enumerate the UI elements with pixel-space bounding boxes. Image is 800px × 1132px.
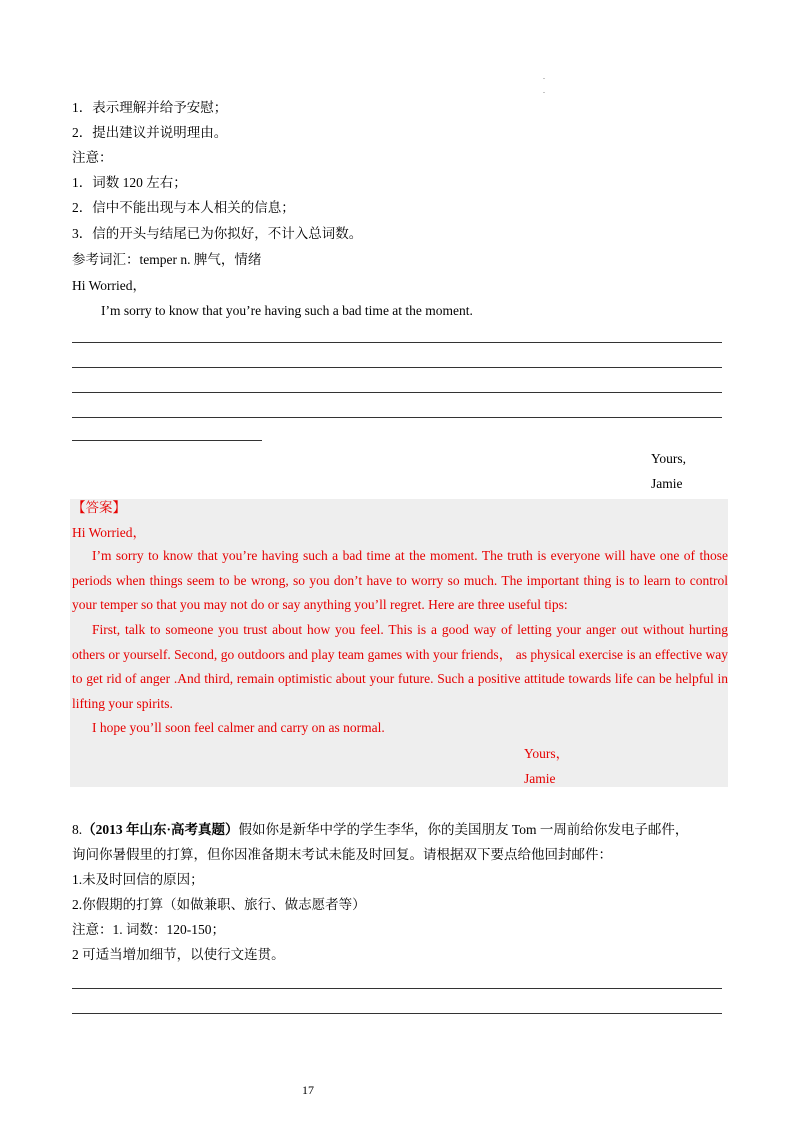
letter-opening: I’m sorry to know that you’re having such a bad time at the moment. <box>101 303 473 318</box>
writing-line[interactable] <box>72 988 722 989</box>
question-source: （2013 年山东·高考真题） <box>82 822 239 837</box>
question-point-1: 1.未及时回信的原因； <box>72 872 204 887</box>
answer-signature: Jamie <box>524 771 556 786</box>
requirement-1: 1．表示理解并给予安慰； <box>72 100 228 115</box>
writing-line[interactable] <box>72 367 722 368</box>
question-8-line2: 询问你暑假里的打算，但你因准备期末考试未能及时回复。请根据双下要点给他回封邮件： <box>72 847 612 862</box>
answer-label: 【答案】 <box>72 500 126 515</box>
question-8-line1 <box>72 821 688 839</box>
letter-greeting: Hi Worried， <box>72 278 147 293</box>
writing-line[interactable] <box>72 417 722 418</box>
note-2: 2．信中不能出现与本人相关的信息； <box>72 200 295 215</box>
answer-paragraph-3: I hope you’ll soon feel calmer and carry on as normal. <box>92 720 385 735</box>
writing-line-short[interactable] <box>72 440 262 441</box>
answer-paragraph-1: I’m sorry to know that you’re having such a bad time at the moment. The truth is everyone will have one of those periods when things seem to be wrong, so you don’t have to worry so much. The important thing is to learn to control your temper so that you may not do or say anything you’ll regret. Here are three useful tips: <box>72 548 728 613</box>
scan-mark: . <box>543 86 545 95</box>
question-note-2: 2 可适当增加细节，以使行文连贯。 <box>72 947 285 962</box>
writing-line[interactable] <box>72 342 722 343</box>
letter-closing: Yours, <box>651 451 687 466</box>
letter-signature: Jamie <box>651 476 683 491</box>
note-3: 3．信的开头与结尾已为你拟好，不计入总词数。 <box>72 226 363 241</box>
scan-mark: . <box>543 72 545 81</box>
answer-greeting: Hi Worried， <box>72 525 147 540</box>
page-number: 17 <box>302 1083 314 1097</box>
question-prompt: 假如你是新华中学的学生李华，你的美国朋友 Tom 一周前给你发电子邮件， <box>238 822 689 837</box>
question-number: 8. <box>72 822 83 837</box>
answer-closing: Yours， <box>524 746 570 761</box>
notes-heading: 注意： <box>72 150 113 165</box>
requirement-2: 2．提出建议并说明理由。 <box>72 125 228 140</box>
note-1: 1．词数 120 左右； <box>72 175 187 190</box>
writing-line[interactable] <box>72 1013 722 1014</box>
answer-paragraph-2: First, talk to someone you trust about how you feel. This is a good way of letting your anger out without hurting others or yourself. Second, go outdoors and play team games with your friends， as physical exercise is an effective way to get rid of anger .And third, remain optimistic about your future. Such a positive attitude towards life can be helpful in lifting your spirits. <box>72 622 728 711</box>
question-note-1: 注意：1. 词数：120-150； <box>72 922 225 937</box>
vocab-hint: 参考词汇：temper n. 脾气，情绪 <box>72 252 262 267</box>
writing-line[interactable] <box>72 392 722 393</box>
question-point-2: 2.你假期的打算（如做兼职、旅行、做志愿者等） <box>72 897 366 912</box>
